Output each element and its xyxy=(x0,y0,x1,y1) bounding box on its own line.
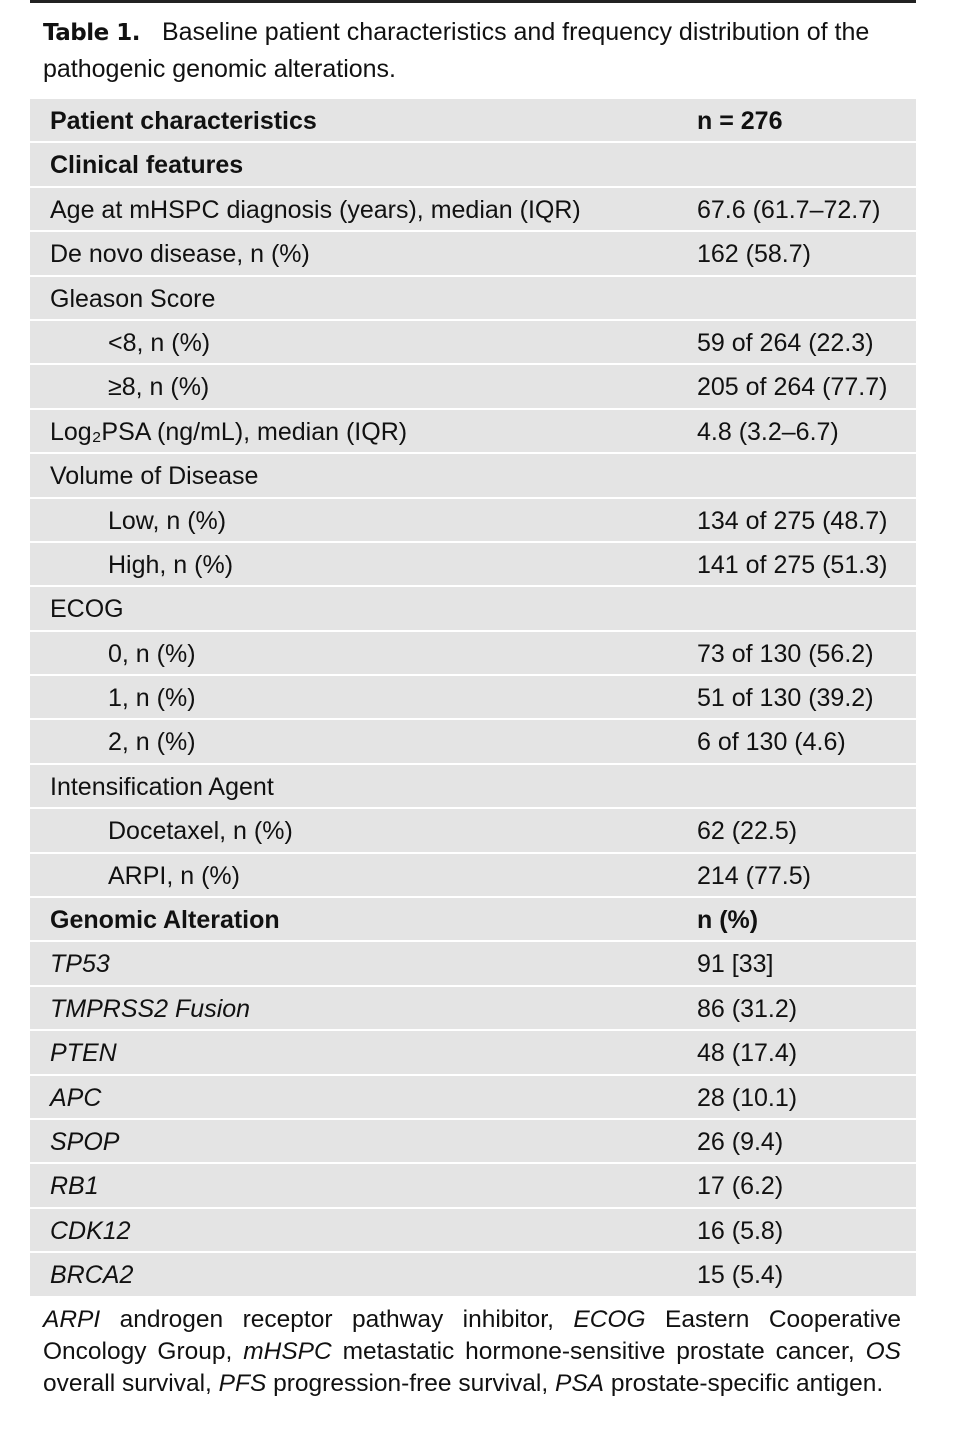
row-label: Genomic Alteration xyxy=(50,906,280,935)
row-value: 214 (77.5) xyxy=(697,861,811,890)
row-label: Age at mHSPC diagnosis (years), median (IQR) xyxy=(50,195,581,224)
table-row xyxy=(30,942,916,986)
table-row xyxy=(30,454,916,498)
footnote-definition: progression-free survival xyxy=(273,1370,542,1397)
table-row xyxy=(30,277,916,321)
row-label: APC xyxy=(50,1083,102,1112)
row-label: PTEN xyxy=(50,1039,117,1068)
row-label: Patient characteristics xyxy=(50,107,317,135)
footnote-abbr: ARPI xyxy=(43,1306,101,1333)
row-value: 67.6 (61.7–72.7) xyxy=(697,195,881,224)
row-value: 73 of 130 (56.2) xyxy=(697,639,874,668)
table-row xyxy=(30,321,916,365)
row-value: 6 of 130 (4.6) xyxy=(697,728,846,757)
row-label: CDK12 xyxy=(50,1216,131,1245)
row-value: 51 of 130 (39.2) xyxy=(697,684,874,713)
footnote-definition: Eastern Cooperative Oncology Group xyxy=(43,1306,901,1365)
table-row xyxy=(30,898,916,942)
row-label: Clinical features xyxy=(50,151,244,180)
table-row xyxy=(30,587,916,631)
row-label: 1, n (%) xyxy=(108,684,196,713)
row-label: RB1 xyxy=(50,1172,99,1201)
table-row xyxy=(30,809,916,853)
row-label: 2, n (%) xyxy=(108,728,196,757)
row-value: n = 276 xyxy=(697,107,783,135)
table-row xyxy=(30,410,916,454)
row-value: 59 of 264 (22.3) xyxy=(697,328,874,357)
row-value: 4.8 (3.2–6.7) xyxy=(697,417,839,446)
row-value: 91 [33] xyxy=(697,950,774,979)
table-caption-text: Baseline patient characteristics and frequency distribution of the pathogenic genomic alterations. xyxy=(43,18,870,83)
footnote-definition: overall survival xyxy=(43,1370,206,1397)
row-value: 162 (58.7) xyxy=(697,240,811,269)
row-label: <8, n (%) xyxy=(108,328,211,357)
row-value: n (%) xyxy=(697,906,759,935)
row-value: 17 (6.2) xyxy=(697,1172,784,1201)
row-value: 86 (31.2) xyxy=(697,994,798,1023)
table-row xyxy=(30,765,916,809)
table-row xyxy=(30,365,916,409)
table-row xyxy=(30,987,916,1031)
top-rule xyxy=(30,0,916,3)
table-row xyxy=(30,143,916,187)
table-row xyxy=(30,188,916,232)
data-table xyxy=(30,99,916,1298)
row-label: 0, n (%) xyxy=(108,639,196,668)
footnote-abbr: mHSPC xyxy=(243,1338,332,1365)
footnote-definition: prostate-specific antigen xyxy=(610,1370,877,1397)
row-value: 141 of 275 (51.3) xyxy=(697,550,888,579)
row-label: Low, n (%) xyxy=(108,506,227,535)
footnote-abbr: PFS xyxy=(218,1370,267,1397)
table-row xyxy=(30,854,916,898)
row-label: De novo disease, n (%) xyxy=(50,240,310,269)
table-row xyxy=(30,99,916,143)
footnote-abbr: ECOG xyxy=(573,1306,646,1333)
row-label: Log₂PSA (ng/mL), median (IQR) xyxy=(50,417,408,446)
footnote-definition: metastatic hormone-sensitive prostate cancer xyxy=(342,1338,848,1365)
row-value: 16 (5.8) xyxy=(697,1216,784,1245)
table-row xyxy=(30,1120,916,1164)
row-label: TMPRSS2 Fusion xyxy=(50,994,251,1023)
row-label: TP53 xyxy=(50,950,110,979)
row-value: 62 (22.5) xyxy=(697,817,798,846)
row-label: ARPI, n (%) xyxy=(108,861,240,890)
footnote-abbr: PSA xyxy=(555,1370,605,1397)
row-value: 28 (10.1) xyxy=(697,1083,798,1112)
table-row xyxy=(30,1253,916,1297)
table-row xyxy=(30,543,916,587)
row-value: 134 of 275 (48.7) xyxy=(697,506,888,535)
row-label: ≥8, n (%) xyxy=(108,373,210,402)
row-value: 26 (9.4) xyxy=(697,1127,784,1156)
row-label: BRCA2 xyxy=(50,1261,134,1290)
table-footnote: ARPI androgen receptor pathway inhibitor, ECOG Eastern Cooperative Oncology Group, mHSPC metastatic hormone-sensitive prostate cancer, OS overall survival, PFS progression-free survival, PSA prostate-specific antigen. xyxy=(43,1306,901,1397)
table-row xyxy=(30,1209,916,1253)
footnote-definition: androgen receptor pathway inhibitor xyxy=(119,1306,548,1333)
table-row xyxy=(30,232,916,276)
table-row xyxy=(30,720,916,764)
row-label: ECOG xyxy=(50,595,124,624)
row-value: 48 (17.4) xyxy=(697,1039,798,1068)
table-row xyxy=(30,676,916,720)
table-row xyxy=(30,632,916,676)
row-label: Intensification Agent xyxy=(50,772,274,801)
row-label: SPOP xyxy=(50,1127,120,1156)
row-label: Docetaxel, n (%) xyxy=(108,817,293,846)
row-label: Volume of Disease xyxy=(50,462,259,491)
table-label: Table 1. xyxy=(43,20,140,46)
table-row xyxy=(30,1031,916,1075)
footnote-abbr: OS xyxy=(865,1338,901,1365)
row-value: 205 of 264 (77.7) xyxy=(697,373,888,402)
row-label: Gleason Score xyxy=(50,284,216,313)
row-label: High, n (%) xyxy=(108,550,234,579)
table-row xyxy=(30,1076,916,1120)
table-row xyxy=(30,499,916,543)
row-value: 15 (5.4) xyxy=(697,1261,784,1290)
table-row xyxy=(30,1164,916,1208)
table-caption xyxy=(43,14,913,87)
